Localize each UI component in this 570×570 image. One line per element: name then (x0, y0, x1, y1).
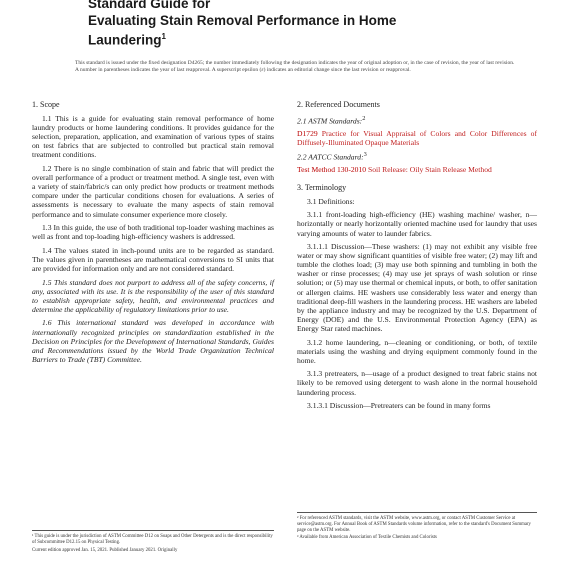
left-column (32, 100, 274, 368)
title-line-1: Standard Guide for (88, 0, 211, 11)
paragraph-1-6: 1.6 This international standard was developed in accordance with internationally recognized principles on standardization established in the Decision on Principles for the Development of International Standards, Guides and Recommendations issued by the World Trade Organization Technical Barriers to Trade (TBT) Committee. (32, 318, 274, 364)
aatcc-standard-label (297, 150, 537, 162)
paragraph-3-1-1-1: 3.1.1.1 Discussion—These washers: (1) may not exhibit any visible free water or may show significant quantities of visible free water; (2) may lift and tumble the clothes load; (3) may use both spinning and tumbling in both the washer or rinse processes; (4) may use jet sprays of wash solution or rinse solution; or (5) may use thermal or chemical inputs, or both, to offer sanitation or allergen claims. HE washers use considerably less water and energy than traditional deep-fill washers in the laundering process. HE washers are labeled by the appliance industry and may be recognized by the U.S. Department of Energy (DOE) and the U.S. Environmental Protection Agency (EPA) as Energy Star rated machines. (297, 242, 537, 333)
designation-notice: This standard is issued under the fixed designation D4265; the number immediately following the designation indicates the year of original adoption or, in the case of revision, the year of last revision. A number in parentheses indicates the year of last reapproval. A superscript epsilon (ε) indicates an editorial change since the last revision or reapproval. (75, 60, 515, 73)
aatcc-standard-label-text: 2.2 AATCC Standard: (297, 152, 364, 162)
reference-aatcc-130 (297, 165, 537, 174)
paragraph-1-4: 1.4 The values stated in inch-pound units are to be regarded as standard. The values given in parentheses are mathematical conversions to SI units that are provided for information only and are not considered standard. (32, 245, 274, 273)
footnote-2: ² For referenced ASTM standards, visit the ASTM website, www.astm.org, or contact ASTM Customer Service at service@astm.org. For Annual Book of ASTM Standards volume information, refer to the standard's Document Summary page on the ASTM website. (297, 516, 531, 533)
title-line-3 (88, 29, 508, 49)
paragraph-1-2: 1.2 There is no single combination of stain and fabric that will predict the overall performance of a product or treatment method. A single test, even with a variety of stain/fabric/s can only predict how products or treatment methods compare under the particular conditions chosen for evaluations. A series of assessments is necessary to evaluate the many aspects of stain removal performance and to simulate consumer experience more closely. (32, 164, 274, 219)
title-line-3-text: Laundering (88, 32, 162, 48)
paragraph-3-1-3: 3.1.3 pretreaters, n—usage of a product designed to treat fabric stains not likely to be removed using detergent to wash alone in the normal household laundering process. (297, 369, 537, 397)
paragraph-3-1-3-1: 3.1.3.1 Discussion—Pretreaters can be found in many forms (307, 401, 491, 411)
astm-standards-footnote-marker: 2 (362, 115, 366, 123)
right-column (297, 100, 537, 415)
astm-standards-label-text: 2.1 ASTM Standards: (297, 116, 363, 126)
aatcc-standard-footnote-marker: 3 (363, 150, 367, 158)
paragraph-3-1-1: 3.1.1 front-loading high-efficiency (HE) washing machine/ washer, n—horizontally or nearly horizontally oriented machine used for laundry that uses varying amounts of water to launder fabrics. (297, 210, 537, 238)
terminology-heading: 3. Terminology (297, 182, 347, 192)
footnote-1-continued: Current edition approved Jan. 15, 2021. Published January 2021. Originally (32, 547, 178, 553)
footnotes-left (32, 530, 274, 555)
referenced-documents-heading: 2. Referenced Documents (297, 100, 380, 109)
reference-aatcc-130-number[interactable]: Test Method 130-2010 (297, 164, 367, 174)
paragraph-1-5: 1.5 This standard does not purport to address all of the safety concerns, if any, associated with its use. It is the responsibility of the user of this standard to establish appropriate safety, health, and environmental practices and determine the applicability of regulatory limitations prior to use. (32, 277, 274, 314)
reference-d1729-number[interactable]: D1729 (297, 128, 318, 138)
paragraph-1-3: 1.3 In this guide, the use of both traditional top-loader washing machines as well as front and top-loading high-efficiency washers is addressed. (32, 223, 274, 242)
title-line-2: Evaluating Stain Removal Performance in Home (88, 12, 397, 28)
title-footnote-marker: 1 (161, 32, 166, 41)
scope-heading: 1. Scope (32, 100, 60, 109)
paragraph-1-1: 1.1 This is a guide for evaluating stain removal performance of home laundry products or home laundering conditions. It provides guidance for the selection, preparation, application, and examination of various types of stains on test fabrics that are subjected to controlled but practical stain removal treatment conditions. (32, 114, 274, 160)
footnotes-right (297, 512, 537, 543)
paragraph-3-1-2: 3.1.2 home laundering, n—cleaning or conditioning, or both, of textile materials using the washing and drying equipment commonly found in the home. (297, 337, 537, 365)
footnote-3: ³ Available from American Association of Textile Chemists and Colorists (297, 535, 437, 541)
reference-d1729 (297, 129, 537, 147)
footnote-1: ¹ This guide is under the jurisdiction of ASTM Committee D12 on Soaps and Other Detergents and is the direct responsibility of Subcommittee D12.15 on Physical Testing. (32, 534, 273, 545)
reference-d1729-title[interactable]: Practice for Visual Appraisal of Colors and Color Differences of Diffusely-Illuminated Opaque Materials (297, 128, 537, 147)
paragraph-3-1: 3.1 Definitions: (307, 196, 355, 206)
astm-standards-label (297, 114, 537, 126)
reference-aatcc-130-title[interactable]: Soil Release: Oily Stain Release Method (367, 164, 492, 174)
document-title (88, 0, 508, 49)
